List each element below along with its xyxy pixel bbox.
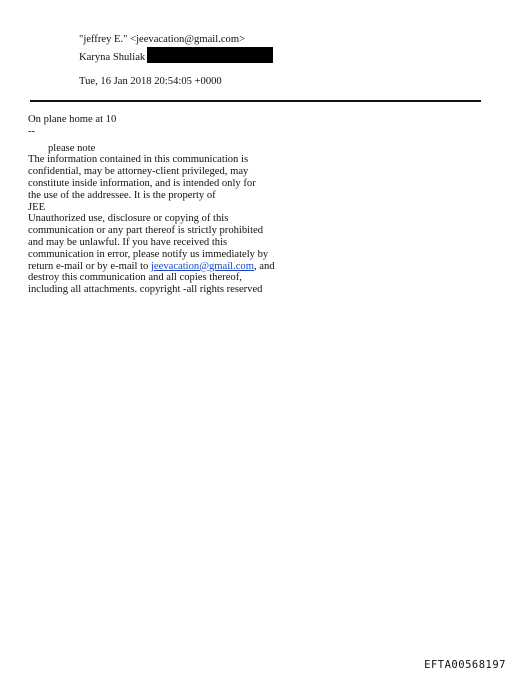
disclaimer-line: confidential, may be attorney-client privileged, may bbox=[28, 166, 249, 178]
header-divider bbox=[30, 100, 481, 102]
disclaimer-line: The information contained in this communication is bbox=[28, 154, 249, 166]
disclaimer-line: communication or any part thereof is strictly prohibited bbox=[28, 225, 264, 237]
disclaimer-line-return bbox=[28, 261, 328, 273]
return-text-tail: , and bbox=[253, 260, 275, 272]
disclaimer-line: destroy this communication and all copies thereof, bbox=[28, 272, 242, 284]
disclaimer-line: including all attachments. copyright -all rights reserved bbox=[28, 284, 263, 296]
to-value: Karyna Shuliak bbox=[79, 52, 146, 63]
email-link[interactable]: jeevacation@gmail.com bbox=[150, 260, 254, 272]
disclaimer-line: JEE bbox=[28, 201, 46, 213]
disclaimer-line: and may be unlawful. If you have received this bbox=[28, 236, 228, 248]
redaction-box bbox=[147, 47, 273, 63]
disclaimer-line: Unauthorized use, disclosure or copying of this bbox=[28, 213, 229, 225]
date-value: Tue, 16 Jan 2018 20:54:05 +0000 bbox=[79, 76, 222, 87]
bates-number: EFTA00568197 bbox=[424, 659, 506, 671]
to-value-wrap bbox=[79, 47, 273, 65]
disclaimer-line: communication in error, please notify us immediately by bbox=[28, 248, 269, 260]
from-value: "jeffrey E." <jeevacation@gmail.com> bbox=[79, 34, 246, 45]
note-title: please note bbox=[48, 142, 96, 154]
disclaimer-line: the use of the addressee. It is the property of bbox=[28, 189, 216, 201]
disclaimer-line: constitute inside information, and is intended only for bbox=[28, 177, 256, 189]
message-line: On plane home at 10 bbox=[28, 114, 117, 125]
return-text: return e-mail or by e-mail to bbox=[28, 260, 151, 272]
signature-separator: -- bbox=[28, 125, 36, 137]
message-body bbox=[28, 114, 328, 296]
